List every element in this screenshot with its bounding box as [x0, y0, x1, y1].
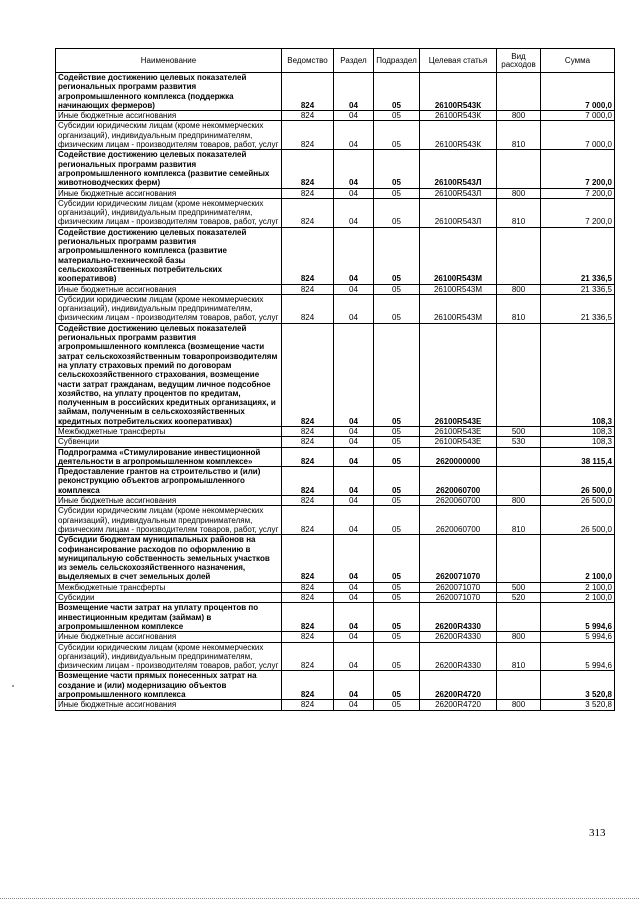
cell-sum: 21 336,5 [541, 284, 615, 294]
cell-name: Предоставление грантов на строительство и (или) реконструкцию объектов агропромышленного комплекса [56, 467, 282, 496]
cell-razdel: 04 [334, 227, 374, 284]
cell-razdel: 04 [334, 671, 374, 700]
cell-vedomstvo: 824 [282, 323, 334, 426]
table-row [56, 150, 615, 188]
header-expense-type: Вид расходов [497, 49, 541, 73]
cell-sum: 26 500,0 [541, 467, 615, 496]
cell-sum: 5 994,6 [541, 632, 615, 642]
cell-vedomstvo: 824 [282, 671, 334, 700]
cell-sum: 108,3 [541, 437, 615, 447]
cell-sum: 7 000,0 [541, 111, 615, 121]
cell-sum: 7 000,0 [541, 73, 615, 111]
header-sum: Сумма [541, 49, 615, 73]
cell-podrazdel: 05 [374, 111, 420, 121]
cell-target-article: 2620071070 [420, 535, 497, 582]
cell-target-article: 26100R543М [420, 227, 497, 284]
cell-podrazdel: 05 [374, 506, 420, 535]
cell-sum: 108,3 [541, 426, 615, 436]
cell-expense-type [497, 227, 541, 284]
cell-name: Субсидии [56, 593, 282, 603]
cell-target-article: 2620000000 [420, 447, 497, 467]
cell-sum: 2 100,0 [541, 535, 615, 582]
cell-expense-type: 500 [497, 426, 541, 436]
header-target-article: Целевая статья [420, 49, 497, 73]
cell-podrazdel: 05 [374, 73, 420, 111]
cell-expense-type: 810 [497, 121, 541, 150]
table-row [56, 496, 615, 506]
table-row [56, 294, 615, 323]
cell-sum: 7 200,0 [541, 150, 615, 188]
cell-name: Межбюджетные трансферты [56, 582, 282, 592]
cell-sum: 26 500,0 [541, 506, 615, 535]
cell-expense-type [497, 447, 541, 467]
cell-podrazdel: 05 [374, 447, 420, 467]
cell-target-article: 26200R4720 [420, 700, 497, 710]
cell-razdel: 04 [334, 198, 374, 227]
cell-vedomstvo: 824 [282, 437, 334, 447]
cell-podrazdel: 05 [374, 323, 420, 426]
table-row [56, 198, 615, 227]
cell-target-article: 26200R4720 [420, 671, 497, 700]
table-body [56, 73, 615, 711]
cell-target-article: 2620060700 [420, 506, 497, 535]
cell-sum: 21 336,5 [541, 227, 615, 284]
header-razdel: Раздел [334, 49, 374, 73]
table-row [56, 227, 615, 284]
cell-podrazdel: 05 [374, 150, 420, 188]
cell-name: Субсидии бюджетам муниципальных районов на софинансирование расходов по оформлению в муниципальную собственность земельных участков из земель сельскохозяйственного назначения, выделяемых в счет земельных долей [56, 535, 282, 582]
cell-sum: 3 520,8 [541, 700, 615, 710]
cell-vedomstvo: 824 [282, 111, 334, 121]
table-row [56, 467, 615, 496]
cell-target-article: 26100R543М [420, 284, 497, 294]
cell-expense-type: 810 [497, 642, 541, 671]
cell-target-article: 26200R4330 [420, 603, 497, 632]
cell-vedomstvo: 824 [282, 73, 334, 111]
table-row [56, 593, 615, 603]
cell-target-article: 26200R4330 [420, 632, 497, 642]
cell-expense-type: 800 [497, 111, 541, 121]
cell-expense-type [497, 73, 541, 111]
cell-razdel: 04 [334, 447, 374, 467]
cell-name: Подпрограмма «Стимулирование инвестиционной деятельности в агропромышленном комплексе» [56, 447, 282, 467]
cell-podrazdel: 05 [374, 632, 420, 642]
cell-vedomstvo: 824 [282, 447, 334, 467]
cell-expense-type [497, 467, 541, 496]
cell-razdel: 04 [334, 188, 374, 198]
cell-razdel: 04 [334, 73, 374, 111]
cell-sum: 3 520,8 [541, 671, 615, 700]
cell-razdel: 04 [334, 284, 374, 294]
table-row [56, 111, 615, 121]
cell-expense-type: 500 [497, 582, 541, 592]
cell-name: Содействие достижению целевых показателей региональных программ развития агропромышленного комплекса (поддержка начинающих фермеров) [56, 73, 282, 111]
cell-target-article: 26100R543К [420, 111, 497, 121]
table-row [56, 447, 615, 467]
cell-podrazdel: 05 [374, 603, 420, 632]
cell-sum: 7 200,0 [541, 188, 615, 198]
cell-expense-type [497, 150, 541, 188]
cell-razdel: 04 [334, 700, 374, 710]
cell-razdel: 04 [334, 593, 374, 603]
cell-name: Возмещение части прямых понесенных затрат на создание и (или) модернизацию объектов агропромышленного комплекса [56, 671, 282, 700]
cell-expense-type: 520 [497, 593, 541, 603]
cell-razdel: 04 [334, 632, 374, 642]
cell-vedomstvo: 824 [282, 496, 334, 506]
cell-name: Иные бюджетные ассигнования [56, 496, 282, 506]
page-number: 313 [589, 827, 606, 839]
table-row [56, 535, 615, 582]
cell-target-article: 26100R543М [420, 294, 497, 323]
cell-name: Субсидии юридическим лицам (кроме некоммерческих организаций), индивидуальным предпринимателям, физическим лицам - производителям товаров, работ, услуг [56, 506, 282, 535]
cell-sum: 5 994,6 [541, 642, 615, 671]
cell-podrazdel: 05 [374, 671, 420, 700]
cell-expense-type: 530 [497, 437, 541, 447]
cell-expense-type [497, 323, 541, 426]
cell-vedomstvo: 824 [282, 582, 334, 592]
cell-podrazdel: 05 [374, 227, 420, 284]
cell-target-article: 2620071070 [420, 582, 497, 592]
cell-podrazdel: 05 [374, 593, 420, 603]
cell-target-article: 26200R4330 [420, 642, 497, 671]
cell-vedomstvo: 824 [282, 294, 334, 323]
cell-podrazdel: 05 [374, 121, 420, 150]
cell-podrazdel: 05 [374, 582, 420, 592]
cell-vedomstvo: 824 [282, 284, 334, 294]
cell-podrazdel: 05 [374, 642, 420, 671]
cell-vedomstvo: 824 [282, 700, 334, 710]
page-bottom-edge [0, 898, 639, 899]
cell-target-article: 26100R543Е [420, 426, 497, 436]
budget-table [55, 48, 615, 711]
cell-expense-type: 810 [497, 198, 541, 227]
cell-sum: 2 100,0 [541, 593, 615, 603]
cell-sum: 21 336,5 [541, 294, 615, 323]
table-row [56, 582, 615, 592]
cell-podrazdel: 05 [374, 284, 420, 294]
cell-podrazdel: 05 [374, 700, 420, 710]
cell-name: Субсидии юридическим лицам (кроме некоммерческих организаций), индивидуальным предпринимателям, физическим лицам - производителям товаров, работ, услуг [56, 642, 282, 671]
cell-target-article: 26100R543К [420, 121, 497, 150]
cell-target-article: 2620060700 [420, 496, 497, 506]
cell-sum: 108,3 [541, 323, 615, 426]
cell-expense-type [497, 603, 541, 632]
cell-vedomstvo: 824 [282, 426, 334, 436]
cell-razdel: 04 [334, 642, 374, 671]
cell-expense-type [497, 535, 541, 582]
cell-vedomstvo: 824 [282, 188, 334, 198]
cell-razdel: 04 [334, 111, 374, 121]
cell-podrazdel: 05 [374, 535, 420, 582]
cell-name: Иные бюджетные ассигнования [56, 632, 282, 642]
cell-target-article: 26100R543Л [420, 198, 497, 227]
cell-name: Субсидии юридическим лицам (кроме некоммерческих организаций), индивидуальным предпринимателям, физическим лицам - производителям товаров, работ, услуг [56, 294, 282, 323]
cell-vedomstvo: 824 [282, 535, 334, 582]
cell-name: Иные бюджетные ассигнования [56, 700, 282, 710]
cell-expense-type [497, 671, 541, 700]
cell-name: Содействие достижению целевых показателей региональных программ развития агропромышленного комплекса (развитие семейных животноводческих ферм) [56, 150, 282, 188]
cell-sum: 2 100,0 [541, 582, 615, 592]
cell-expense-type: 810 [497, 294, 541, 323]
table-row [56, 642, 615, 671]
cell-target-article: 2620060700 [420, 467, 497, 496]
cell-target-article: 26100R543К [420, 73, 497, 111]
cell-podrazdel: 05 [374, 198, 420, 227]
cell-name: Иные бюджетные ассигнования [56, 188, 282, 198]
cell-name: Субсидии юридическим лицам (кроме некоммерческих организаций), индивидуальным предпринимателям, физическим лицам - производителям товаров, работ, услуг [56, 121, 282, 150]
table-row [56, 188, 615, 198]
cell-sum: 7 200,0 [541, 198, 615, 227]
cell-vedomstvo: 824 [282, 121, 334, 150]
cell-razdel: 04 [334, 150, 374, 188]
table-row [56, 426, 615, 436]
cell-vedomstvo: 824 [282, 150, 334, 188]
cell-sum: 7 000,0 [541, 121, 615, 150]
cell-razdel: 04 [334, 426, 374, 436]
scan-speck [12, 685, 14, 687]
table-row [56, 323, 615, 426]
cell-expense-type: 800 [497, 188, 541, 198]
cell-name: Содействие достижению целевых показателей региональных программ развития агропромышленного комплекса (развитие материально-технической базы сельскохозяйственных потребительских кооперативов) [56, 227, 282, 284]
cell-razdel: 04 [334, 323, 374, 426]
cell-vedomstvo: 824 [282, 603, 334, 632]
table-row [56, 632, 615, 642]
cell-razdel: 04 [334, 294, 374, 323]
header-podrazdel: Подраздел [374, 49, 420, 73]
table-row [56, 506, 615, 535]
cell-razdel: 04 [334, 121, 374, 150]
header-name: Наименование [56, 49, 282, 73]
table-row [56, 671, 615, 700]
table-row [56, 73, 615, 111]
cell-podrazdel: 05 [374, 496, 420, 506]
table-header-row [56, 49, 615, 73]
cell-razdel: 04 [334, 496, 374, 506]
cell-name: Субвенции [56, 437, 282, 447]
cell-podrazdel: 05 [374, 426, 420, 436]
cell-sum: 26 500,0 [541, 496, 615, 506]
cell-expense-type: 800 [497, 496, 541, 506]
cell-target-article: 26100R543Л [420, 188, 497, 198]
cell-vedomstvo: 824 [282, 467, 334, 496]
cell-name: Возмещение части затрат на уплату процентов по инвестиционным кредитам (займам) в агропромышленном комплексе [56, 603, 282, 632]
cell-expense-type: 810 [497, 506, 541, 535]
cell-razdel: 04 [334, 535, 374, 582]
table-row [56, 284, 615, 294]
cell-razdel: 04 [334, 437, 374, 447]
cell-expense-type: 800 [497, 284, 541, 294]
cell-vedomstvo: 824 [282, 198, 334, 227]
table-row [56, 700, 615, 710]
cell-sum: 5 994,6 [541, 603, 615, 632]
cell-target-article: 26100R543Е [420, 323, 497, 426]
cell-podrazdel: 05 [374, 188, 420, 198]
cell-name: Иные бюджетные ассигнования [56, 111, 282, 121]
cell-podrazdel: 05 [374, 294, 420, 323]
cell-vedomstvo: 824 [282, 632, 334, 642]
cell-vedomstvo: 824 [282, 506, 334, 535]
table-row [56, 121, 615, 150]
cell-name: Содействие достижению целевых показателей региональных программ развития агропромышленного комплекса (возмещение части затрат сельскохозяйственным товаропроизводителям на уплату страховых премий по договорам сельскохозяйственного страхования, возмещение части затрат гражданам, ведущим личное подсобное хозяйство, на уплату процентов по кредитам, полученным в российских кредитных организациях, и займам, полученным в сельскохозяйственных кредитных потребительских кооперативах) [56, 323, 282, 426]
cell-vedomstvo: 824 [282, 642, 334, 671]
cell-vedomstvo: 824 [282, 227, 334, 284]
cell-target-article: 26100R543Е [420, 437, 497, 447]
cell-razdel: 04 [334, 603, 374, 632]
cell-target-article: 2620071070 [420, 593, 497, 603]
cell-razdel: 04 [334, 582, 374, 592]
cell-sum: 38 115,4 [541, 447, 615, 467]
table-row [56, 603, 615, 632]
cell-razdel: 04 [334, 506, 374, 535]
cell-name: Межбюджетные трансферты [56, 426, 282, 436]
cell-expense-type: 800 [497, 700, 541, 710]
cell-expense-type: 800 [497, 632, 541, 642]
cell-vedomstvo: 824 [282, 593, 334, 603]
table-row [56, 437, 615, 447]
cell-podrazdel: 05 [374, 467, 420, 496]
cell-podrazdel: 05 [374, 437, 420, 447]
cell-name: Субсидии юридическим лицам (кроме некоммерческих организаций), индивидуальным предпринимателям, физическим лицам - производителям товаров, работ, услуг [56, 198, 282, 227]
header-vedomstvo: Ведомство [282, 49, 334, 73]
cell-razdel: 04 [334, 467, 374, 496]
cell-target-article: 26100R543Л [420, 150, 497, 188]
cell-name: Иные бюджетные ассигнования [56, 284, 282, 294]
